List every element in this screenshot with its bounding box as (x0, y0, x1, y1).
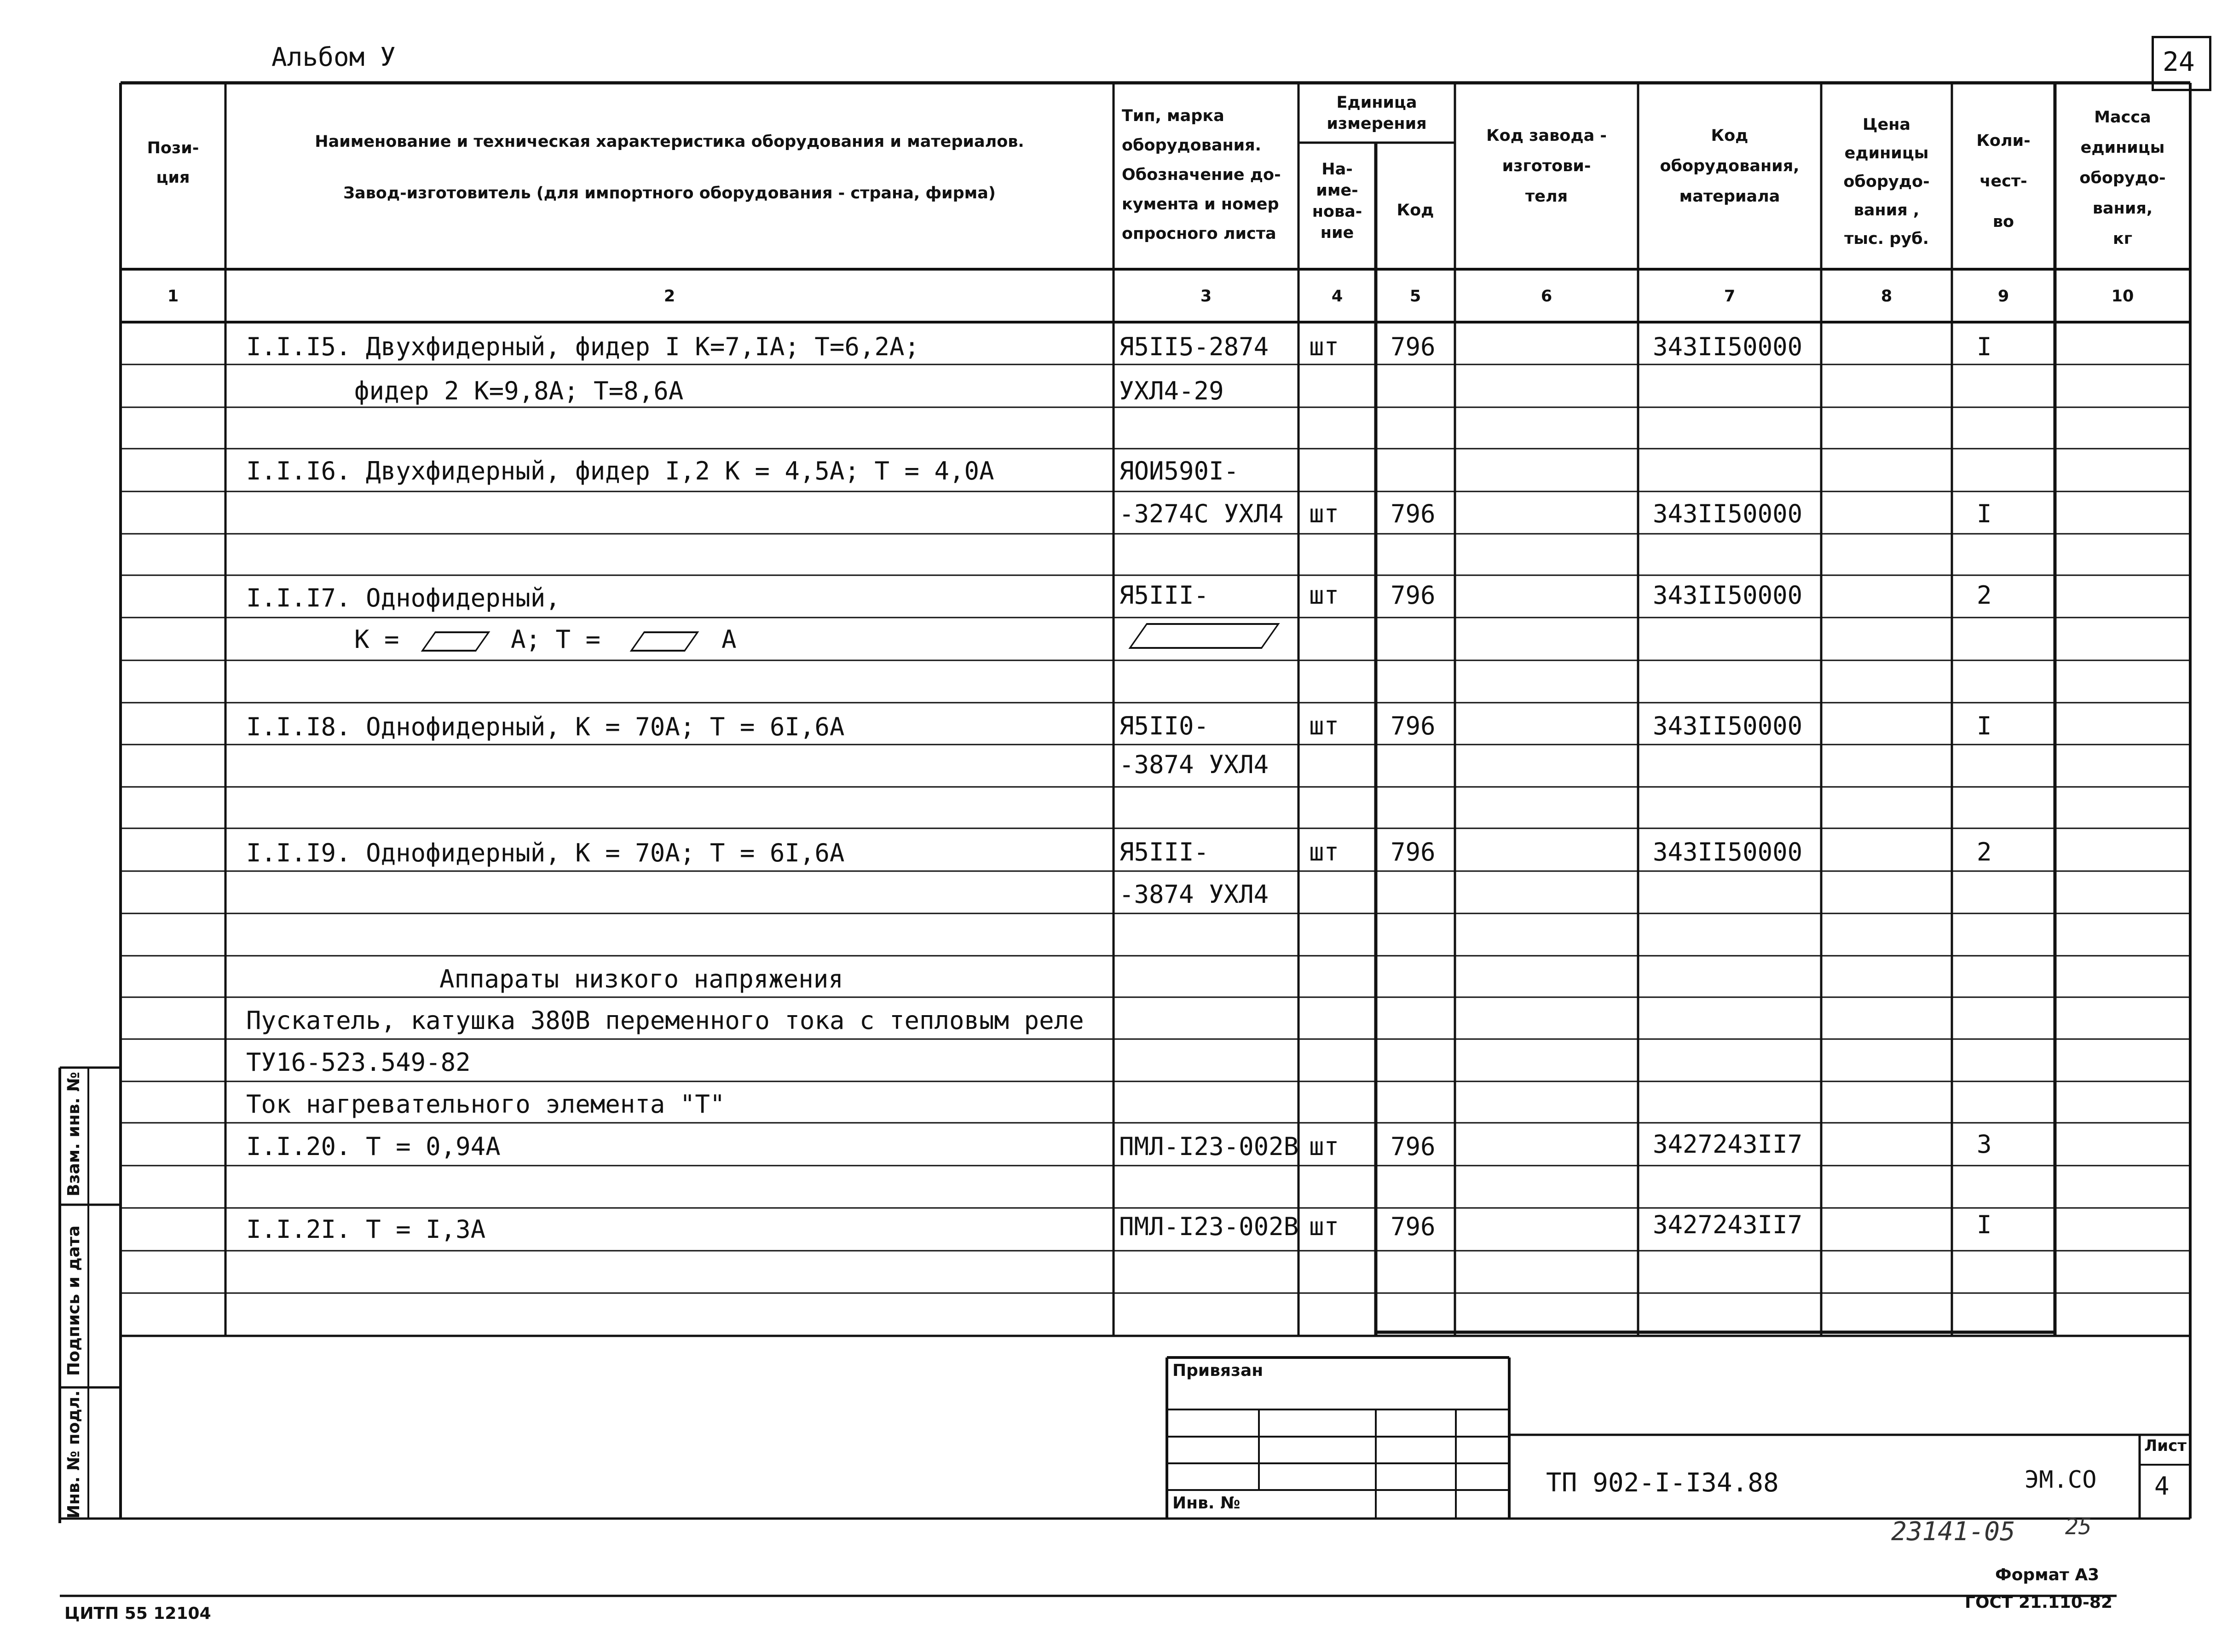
header-mass-line3: оборудо- (2079, 169, 2166, 187)
header-price-line5: тыс. руб. (1844, 230, 1929, 248)
page-number: 24 (2163, 46, 2195, 77)
sheet-label: Лист (2144, 1437, 2187, 1455)
side-stamp-inv-original: Инв. № подл. (64, 1390, 83, 1519)
footer-print-code: ЦИТП 55 12104 (64, 1604, 211, 1623)
header-type-line2: оборудования. (1122, 136, 1261, 155)
row-quantity: I (1977, 1210, 1992, 1239)
header-position-line1: Пози- (147, 139, 199, 157)
section-heading: Аппараты низкого напряжения (439, 965, 843, 994)
row-material-code: 3427243II7 (1653, 1210, 1803, 1239)
col-number-9: 9 (1997, 287, 2009, 306)
col-number-4: 4 (1331, 287, 1343, 306)
row-name: Ток нагревательного элемента "Т" (246, 1090, 725, 1119)
header-material-line1: Код (1711, 127, 1748, 145)
row-quantity: I (1977, 711, 1992, 740)
row-name: Пускатель, катушка 380В переменного тока с тепловым реле (246, 1006, 1084, 1035)
handwritten-page: 25 (2065, 1514, 2092, 1540)
header-name (225, 128, 1114, 208)
header-price (1821, 110, 1952, 253)
row-unit: шт (1309, 581, 1339, 610)
document-code: ТП 902-I-I34.88 (1546, 1468, 1779, 1498)
document-mark: ЭМ.СО (2025, 1466, 2097, 1494)
header-unit-name-line4: ние (1320, 224, 1354, 242)
col-number-2: 2 (664, 287, 675, 306)
header-type-line5: опросного листа (1122, 225, 1276, 243)
header-material-line3: материала (1679, 187, 1780, 206)
col-number-10: 10 (2111, 287, 2134, 306)
row-name: I.I.I9. Однофидерный, K = 70A; T = 6I,6A (246, 838, 845, 867)
header-quantity-line1: Коли- (1976, 132, 2031, 150)
row-name: I.I.I5. Двухфидерный, фидер I K=7,IA; T=6,2A; (246, 332, 919, 361)
header-position (121, 133, 225, 192)
row-a-suffix: A (721, 625, 737, 654)
footer-gost: ГОСТ 21.110-82 (1965, 1593, 2113, 1612)
header-quantity-line3: во (1992, 213, 2014, 231)
row-material-code: 3427243II7 (1653, 1130, 1803, 1159)
header-unit-name-line1: На- (1321, 160, 1353, 179)
header-quantity (1952, 121, 2055, 242)
row-material-code: 343II50000 (1653, 332, 1803, 361)
row-unit-code: 796 (1391, 838, 1436, 866)
header-type-line3: Обозначение до- (1122, 166, 1281, 184)
row-unit: шт (1309, 1212, 1339, 1241)
row-type: -3874 УХЛ4 (1119, 750, 1269, 779)
row-unit-code: 796 (1391, 1132, 1436, 1161)
blank-field-type (1128, 623, 1280, 649)
header-material-line2: оборудования, (1660, 157, 1800, 175)
row-type: -3274С УХЛ4 (1119, 499, 1284, 528)
row-quantity: 2 (1977, 838, 1992, 866)
header-unit-group (1298, 92, 1455, 134)
header-name-line2: Завод-изготовитель (для импортного оборудования - страна, фирма) (343, 184, 996, 202)
row-type: Я5II5-2874 (1119, 332, 1269, 361)
header-unit-code: Код (1396, 201, 1434, 219)
header-factory-code (1455, 121, 1638, 212)
stamp-privyazan-label: Привязан (1172, 1361, 1264, 1380)
header-position-line2: ция (156, 168, 190, 187)
header-mass-line1: Масса (2094, 108, 2151, 127)
row-quantity: I (1977, 332, 1992, 361)
header-unit-line1: Единица (1336, 93, 1417, 112)
header-name-line1: Наименование и техническая характеристика оборудования и материалов. (315, 133, 1024, 151)
row-type: Я5III- (1119, 581, 1209, 610)
header-unit-name-line2: име- (1316, 181, 1358, 200)
row-unit-code: 796 (1391, 332, 1436, 361)
row-material-code: 343II50000 (1653, 499, 1803, 528)
header-unit-line2: измерения (1327, 115, 1427, 133)
row-unit-code: 796 (1391, 711, 1436, 740)
side-stamp-signature-date: Подпись и дата (64, 1225, 83, 1376)
col-number-3: 3 (1200, 287, 1212, 306)
row-unit: шт (1309, 499, 1339, 528)
row-name: ТУ16-523.549-82 (246, 1048, 471, 1077)
row-unit: шт (1309, 838, 1339, 866)
row-quantity: 2 (1977, 581, 1992, 610)
footer-format: Формат А3 (1995, 1565, 2100, 1584)
row-quantity: I (1977, 499, 1992, 528)
sheet-number: 4 (2154, 1472, 2170, 1501)
row-unit-code: 796 (1391, 581, 1436, 610)
header-mass-line4: вания, (2092, 199, 2153, 218)
col-number-5: 5 (1409, 287, 1421, 306)
row-type: ПМЛ-I23-002В (1119, 1212, 1299, 1241)
header-type-line1: Тип, марка (1122, 107, 1224, 125)
header-price-line3: оборудо- (1843, 173, 1930, 191)
header-price-line1: Цена (1862, 116, 1910, 134)
row-type: Я5II0- (1119, 711, 1209, 740)
row-k-prefix: K = (354, 625, 399, 654)
col-number-8: 8 (1881, 287, 1893, 306)
row-unit-code: 796 (1391, 1212, 1436, 1241)
row-type: УХЛ4-29 (1119, 376, 1224, 405)
col-number-6: 6 (1541, 287, 1552, 306)
header-factory-line1: Код завода - (1486, 127, 1607, 145)
side-stamp-replace-inv: Взам. инв. № (64, 1072, 83, 1196)
header-type-line4: кумента и номер (1122, 195, 1279, 214)
row-name: I.I.20. T = 0,94A (246, 1132, 501, 1161)
header-factory-line2: изготови- (1502, 157, 1591, 175)
row-material-code: 343II50000 (1653, 838, 1803, 866)
stamp-inv-label: Инв. № (1172, 1494, 1241, 1513)
col-number-7: 7 (1724, 287, 1736, 306)
row-name: I.I.I7. Однофидерный, (246, 583, 560, 612)
row-name: I.I.I6. Двухфидерный, фидер I,2 K = 4,5A; T = 4,0A (246, 456, 994, 485)
header-quantity-line2: чест- (1979, 172, 2027, 191)
row-type: Я5III- (1119, 838, 1209, 866)
album-label: Альбом У (271, 42, 396, 72)
row-unit: шт (1309, 711, 1339, 740)
row-unit: шт (1309, 332, 1339, 361)
row-type: ЯОИ590I- (1119, 456, 1239, 485)
header-factory-line3: теля (1525, 187, 1568, 206)
row-type: ПМЛ-I23-002В (1119, 1132, 1299, 1161)
handwritten-number: 23141-05 (1891, 1517, 2015, 1547)
header-unit-name (1298, 159, 1376, 243)
row-a-t: A; T = (511, 625, 601, 654)
col-number-1: 1 (167, 287, 179, 306)
header-material-code (1638, 121, 1821, 212)
row-material-code: 343II50000 (1653, 581, 1803, 610)
header-price-line2: единицы (1844, 144, 1929, 162)
row-type: -3874 УХЛ4 (1119, 880, 1269, 909)
row-unit: шт (1309, 1132, 1339, 1161)
row-unit-code: 796 (1391, 499, 1436, 528)
header-price-line4: вания , (1853, 201, 1920, 219)
row-name: фидер 2 K=9,8A; T=8,6A (354, 376, 684, 405)
row-material-code: 343II50000 (1653, 711, 1803, 740)
row-name: I.I.I8. Однофидерный, K = 70A; T = 6I,6A (246, 712, 845, 741)
header-type (1114, 101, 1307, 248)
row-name: I.I.2I. T = I,3A (246, 1215, 486, 1244)
row-quantity: 3 (1977, 1130, 1992, 1159)
header-mass-line5: кг (2112, 230, 2133, 248)
header-unit-name-line3: нова- (1312, 202, 1362, 221)
header-mass-line2: единицы (2080, 139, 2165, 157)
header-mass (2055, 102, 2190, 254)
